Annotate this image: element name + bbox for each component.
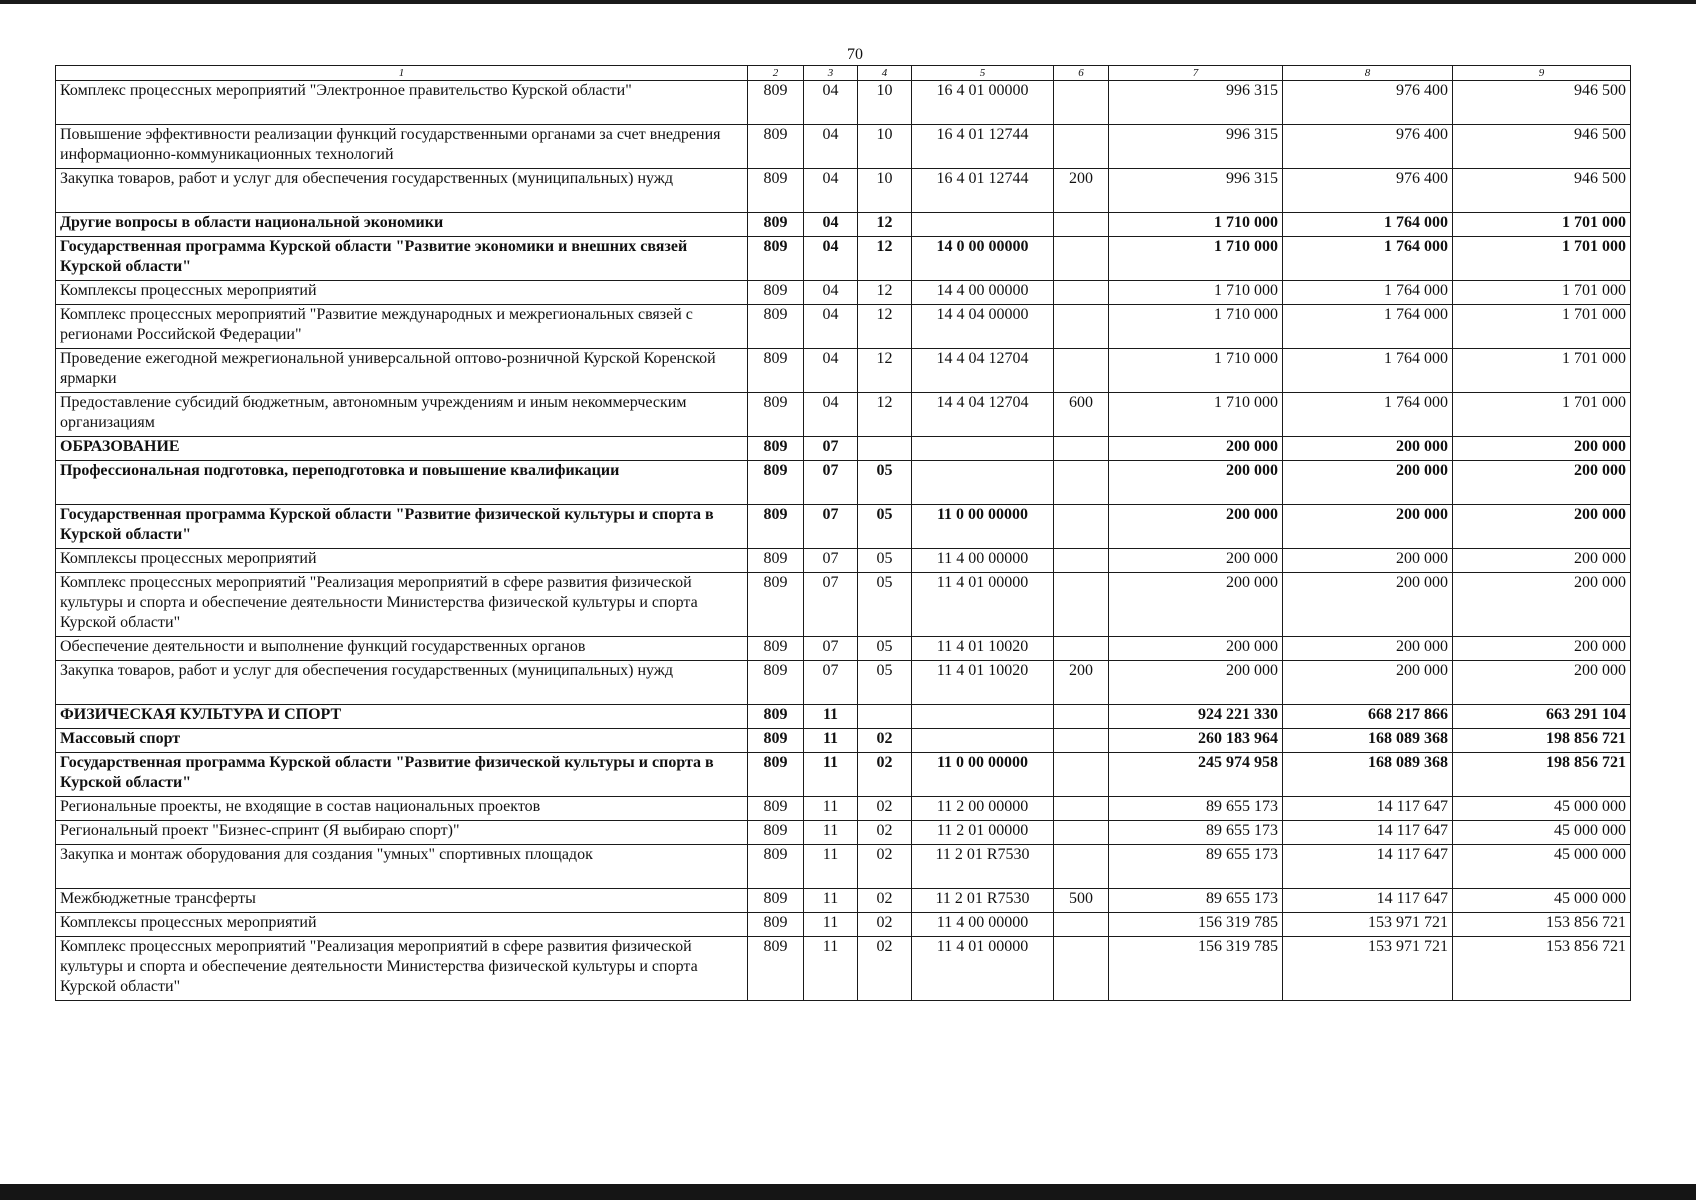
row-name-cell: Государственная программа Курской области "Развитие экономики и внешних связей Курской области": [56, 237, 748, 281]
expense-type-cell: [1054, 237, 1109, 281]
table-header-row: [56, 66, 1631, 81]
section-code-cell: 04: [804, 393, 858, 437]
expense-type-cell: [1054, 937, 1109, 1001]
admin-code-cell: 809: [748, 393, 804, 437]
amount-col8-cell: 976 400: [1283, 125, 1453, 169]
amount-col8-cell: 200 000: [1283, 437, 1453, 461]
amount-col8-cell: 976 400: [1283, 169, 1453, 213]
target-article-cell: 11 0 00 00000: [912, 505, 1054, 549]
amount-col8-cell: 14 117 647: [1283, 889, 1453, 913]
section-code-cell: 07: [804, 661, 858, 705]
section-code-cell: 04: [804, 237, 858, 281]
amount-col8-cell: 14 117 647: [1283, 845, 1453, 889]
subsection-code-cell: 05: [858, 505, 912, 549]
row-name-cell: Региональные проекты, не входящие в состав национальных проектов: [56, 797, 748, 821]
subsection-code-cell: 05: [858, 637, 912, 661]
target-article-cell: 11 2 01 00000: [912, 821, 1054, 845]
subsection-code-cell: 05: [858, 661, 912, 705]
table-row: [56, 797, 1631, 821]
amount-col7-cell: 996 315: [1109, 125, 1283, 169]
amount-col7-cell: 1 710 000: [1109, 213, 1283, 237]
subsection-code-cell: 02: [858, 753, 912, 797]
target-article-cell: [912, 705, 1054, 729]
amount-col9-cell: 1 701 000: [1453, 213, 1631, 237]
row-name-cell: Другие вопросы в области национальной экономики: [56, 213, 748, 237]
amount-col7-cell: 200 000: [1109, 437, 1283, 461]
expense-type-cell: [1054, 505, 1109, 549]
admin-code-cell: 809: [748, 125, 804, 169]
expense-type-cell: [1054, 305, 1109, 349]
subsection-code-cell: 12: [858, 393, 912, 437]
target-article-cell: 11 4 00 00000: [912, 549, 1054, 573]
amount-col7-cell: 89 655 173: [1109, 797, 1283, 821]
section-code-cell: 11: [804, 845, 858, 889]
target-article-cell: 11 2 00 00000: [912, 797, 1054, 821]
amount-col9-cell: 45 000 000: [1453, 797, 1631, 821]
section-code-cell: 11: [804, 821, 858, 845]
amount-col7-cell: 89 655 173: [1109, 845, 1283, 889]
target-article-cell: [912, 437, 1054, 461]
section-code-cell: 11: [804, 753, 858, 797]
table-row: [56, 125, 1631, 169]
table-row: [56, 393, 1631, 437]
amount-col7-cell: 1 710 000: [1109, 237, 1283, 281]
amount-col8-cell: 200 000: [1283, 505, 1453, 549]
admin-code-cell: 809: [748, 81, 804, 125]
table-row: [56, 821, 1631, 845]
subsection-code-cell: 12: [858, 213, 912, 237]
scan-edge-top: [0, 0, 1696, 4]
expense-type-cell: [1054, 437, 1109, 461]
amount-col8-cell: 668 217 866: [1283, 705, 1453, 729]
amount-col7-cell: 156 319 785: [1109, 913, 1283, 937]
row-name-cell: Комплекс процессных мероприятий "Электронное правительство Курской области": [56, 81, 748, 125]
admin-code-cell: 809: [748, 637, 804, 661]
admin-code-cell: 809: [748, 705, 804, 729]
admin-code-cell: 809: [748, 305, 804, 349]
amount-col8-cell: 1 764 000: [1283, 237, 1453, 281]
subsection-code-cell: 10: [858, 169, 912, 213]
table-row: [56, 913, 1631, 937]
amount-col8-cell: 1 764 000: [1283, 349, 1453, 393]
section-code-cell: 04: [804, 349, 858, 393]
page-number: 70: [847, 46, 863, 63]
amount-col7-cell: 1 710 000: [1109, 349, 1283, 393]
budget-table: [55, 65, 1631, 1001]
amount-col9-cell: 1 701 000: [1453, 237, 1631, 281]
row-name-cell: Комплексы процессных мероприятий: [56, 549, 748, 573]
section-code-cell: 04: [804, 125, 858, 169]
row-name-cell: Государственная программа Курской области "Развитие физической культуры и спорта в Курской области": [56, 753, 748, 797]
amount-col7-cell: 996 315: [1109, 169, 1283, 213]
amount-col7-cell: 89 655 173: [1109, 821, 1283, 845]
table-body: [56, 81, 1631, 1001]
table-row: [56, 437, 1631, 461]
target-article-cell: 11 4 01 00000: [912, 573, 1054, 637]
amount-col9-cell: 946 500: [1453, 81, 1631, 125]
amount-col7-cell: 200 000: [1109, 573, 1283, 637]
target-article-cell: [912, 729, 1054, 753]
target-article-cell: 16 4 01 12744: [912, 169, 1054, 213]
table-row: [56, 549, 1631, 573]
target-article-cell: 14 4 04 12704: [912, 349, 1054, 393]
amount-col7-cell: 156 319 785: [1109, 937, 1283, 1001]
subsection-code-cell: 05: [858, 461, 912, 505]
row-name-cell: Повышение эффективности реализации функций государственными органами за счет внедрения информационно-коммуникационных технологий: [56, 125, 748, 169]
amount-col7-cell: 200 000: [1109, 637, 1283, 661]
column-header: 1: [56, 66, 748, 81]
row-name-cell: Обеспечение деятельности и выполнение функций государственных органов: [56, 637, 748, 661]
row-name-cell: Государственная программа Курской области "Развитие физической культуры и спорта в Курской области": [56, 505, 748, 549]
admin-code-cell: 809: [748, 845, 804, 889]
subsection-code-cell: 02: [858, 845, 912, 889]
target-article-cell: 11 4 01 10020: [912, 661, 1054, 705]
table-row: [56, 661, 1631, 705]
scan-edge-bottom: [0, 1184, 1696, 1200]
target-article-cell: 14 4 04 12704: [912, 393, 1054, 437]
expense-type-cell: [1054, 705, 1109, 729]
admin-code-cell: 809: [748, 213, 804, 237]
section-code-cell: 07: [804, 549, 858, 573]
section-code-cell: 04: [804, 281, 858, 305]
admin-code-cell: 809: [748, 169, 804, 213]
subsection-code-cell: 05: [858, 549, 912, 573]
amount-col8-cell: 153 971 721: [1283, 913, 1453, 937]
column-header: 9: [1453, 66, 1631, 81]
row-name-cell: Комплексы процессных мероприятий: [56, 281, 748, 305]
admin-code-cell: 809: [748, 505, 804, 549]
amount-col8-cell: 200 000: [1283, 637, 1453, 661]
subsection-code-cell: 12: [858, 237, 912, 281]
subsection-code-cell: 12: [858, 281, 912, 305]
row-name-cell: Комплекс процессных мероприятий "Реализация мероприятий в сфере развития физической культуры и спорта и обеспечение деятельности Министерства физической культуры и спорта Курской области": [56, 573, 748, 637]
expense-type-cell: [1054, 797, 1109, 821]
amount-col9-cell: 200 000: [1453, 573, 1631, 637]
admin-code-cell: 809: [748, 937, 804, 1001]
amount-col9-cell: 1 701 000: [1453, 281, 1631, 305]
expense-type-cell: [1054, 549, 1109, 573]
expense-type-cell: [1054, 729, 1109, 753]
row-name-cell: Комплекс процессных мероприятий "Реализация мероприятий в сфере развития физической культуры и спорта и обеспечение деятельности Министерства физической культуры и спорта Курской области": [56, 937, 748, 1001]
amount-col9-cell: 663 291 104: [1453, 705, 1631, 729]
amount-col9-cell: 946 500: [1453, 125, 1631, 169]
amount-col9-cell: 200 000: [1453, 549, 1631, 573]
amount-col7-cell: 200 000: [1109, 661, 1283, 705]
section-code-cell: 11: [804, 937, 858, 1001]
expense-type-cell: [1054, 349, 1109, 393]
section-code-cell: 07: [804, 437, 858, 461]
table-row: [56, 637, 1631, 661]
target-article-cell: 11 4 01 00000: [912, 937, 1054, 1001]
amount-col8-cell: 168 089 368: [1283, 729, 1453, 753]
subsection-code-cell: 12: [858, 305, 912, 349]
section-code-cell: 04: [804, 81, 858, 125]
section-code-cell: 04: [804, 213, 858, 237]
amount-col8-cell: 1 764 000: [1283, 305, 1453, 349]
expense-type-cell: [1054, 81, 1109, 125]
amount-col8-cell: 1 764 000: [1283, 281, 1453, 305]
amount-col7-cell: 89 655 173: [1109, 889, 1283, 913]
table-row: [56, 81, 1631, 125]
table-row: [56, 705, 1631, 729]
amount-col9-cell: 198 856 721: [1453, 729, 1631, 753]
admin-code-cell: 809: [748, 281, 804, 305]
row-name-cell: ОБРАЗОВАНИЕ: [56, 437, 748, 461]
section-code-cell: 07: [804, 573, 858, 637]
amount-col8-cell: 168 089 368: [1283, 753, 1453, 797]
amount-col9-cell: 45 000 000: [1453, 889, 1631, 913]
section-code-cell: 11: [804, 797, 858, 821]
expense-type-cell: [1054, 573, 1109, 637]
amount-col7-cell: 1 710 000: [1109, 305, 1283, 349]
row-name-cell: Комплексы процессных мероприятий: [56, 913, 748, 937]
amount-col7-cell: 996 315: [1109, 81, 1283, 125]
expense-type-cell: [1054, 461, 1109, 505]
subsection-code-cell: [858, 705, 912, 729]
amount-col9-cell: 1 701 000: [1453, 305, 1631, 349]
amount-col8-cell: 1 764 000: [1283, 393, 1453, 437]
table-row: [56, 845, 1631, 889]
column-header: 3: [804, 66, 858, 81]
section-code-cell: 11: [804, 889, 858, 913]
subsection-code-cell: 02: [858, 889, 912, 913]
row-name-cell: Проведение ежегодной межрегиональной универсальной оптово-розничной Курской Коренской ярмарки: [56, 349, 748, 393]
admin-code-cell: 809: [748, 753, 804, 797]
section-code-cell: 07: [804, 505, 858, 549]
amount-col9-cell: 200 000: [1453, 505, 1631, 549]
amount-col9-cell: 200 000: [1453, 437, 1631, 461]
table-row: [56, 573, 1631, 637]
row-name-cell: Комплекс процессных мероприятий "Развитие международных и межрегиональных связей с регионами Российской Федерации": [56, 305, 748, 349]
expense-type-cell: 500: [1054, 889, 1109, 913]
section-code-cell: 04: [804, 305, 858, 349]
admin-code-cell: 809: [748, 549, 804, 573]
target-article-cell: 11 2 01 R7530: [912, 845, 1054, 889]
amount-col7-cell: 1 710 000: [1109, 281, 1283, 305]
target-article-cell: 11 0 00 00000: [912, 753, 1054, 797]
subsection-code-cell: 05: [858, 573, 912, 637]
admin-code-cell: 809: [748, 889, 804, 913]
amount-col7-cell: 200 000: [1109, 549, 1283, 573]
amount-col9-cell: 45 000 000: [1453, 821, 1631, 845]
amount-col7-cell: 200 000: [1109, 461, 1283, 505]
target-article-cell: 16 4 01 12744: [912, 125, 1054, 169]
amount-col8-cell: 200 000: [1283, 573, 1453, 637]
admin-code-cell: 809: [748, 573, 804, 637]
column-header: 7: [1109, 66, 1283, 81]
subsection-code-cell: 02: [858, 821, 912, 845]
row-name-cell: Региональный проект "Бизнес-спринт (Я выбираю спорт)": [56, 821, 748, 845]
admin-code-cell: 809: [748, 237, 804, 281]
column-header: 8: [1283, 66, 1453, 81]
admin-code-cell: 809: [748, 729, 804, 753]
expense-type-cell: [1054, 913, 1109, 937]
table-row: [56, 305, 1631, 349]
target-article-cell: 14 0 00 00000: [912, 237, 1054, 281]
admin-code-cell: 809: [748, 821, 804, 845]
table-row: [56, 937, 1631, 1001]
row-name-cell: Межбюджетные трансферты: [56, 889, 748, 913]
admin-code-cell: 809: [748, 437, 804, 461]
row-name-cell: Закупка товаров, работ и услуг для обеспечения государственных (муниципальных) нужд: [56, 169, 748, 213]
table-row: [56, 753, 1631, 797]
subsection-code-cell: [858, 437, 912, 461]
admin-code-cell: 809: [748, 349, 804, 393]
table-row: [56, 237, 1631, 281]
amount-col7-cell: 1 710 000: [1109, 393, 1283, 437]
target-article-cell: [912, 213, 1054, 237]
amount-col9-cell: 153 856 721: [1453, 937, 1631, 1001]
amount-col9-cell: 45 000 000: [1453, 845, 1631, 889]
amount-col8-cell: 200 000: [1283, 661, 1453, 705]
subsection-code-cell: 12: [858, 349, 912, 393]
subsection-code-cell: 10: [858, 125, 912, 169]
amount-col8-cell: 200 000: [1283, 549, 1453, 573]
amount-col9-cell: 153 856 721: [1453, 913, 1631, 937]
section-code-cell: 07: [804, 461, 858, 505]
target-article-cell: 11 4 00 00000: [912, 913, 1054, 937]
section-code-cell: 11: [804, 729, 858, 753]
column-header: 6: [1054, 66, 1109, 81]
subsection-code-cell: 02: [858, 913, 912, 937]
amount-col8-cell: 1 764 000: [1283, 213, 1453, 237]
column-header: 2: [748, 66, 804, 81]
row-name-cell: Массовый спорт: [56, 729, 748, 753]
expense-type-cell: [1054, 213, 1109, 237]
amount-col9-cell: 200 000: [1453, 661, 1631, 705]
target-article-cell: 14 4 00 00000: [912, 281, 1054, 305]
expense-type-cell: [1054, 125, 1109, 169]
table-row: [56, 461, 1631, 505]
row-name-cell: Предоставление субсидий бюджетным, автономным учреждениям и иным некоммерческим организациям: [56, 393, 748, 437]
expense-type-cell: [1054, 845, 1109, 889]
section-code-cell: 11: [804, 913, 858, 937]
table-row: [56, 505, 1631, 549]
table-row: [56, 889, 1631, 913]
admin-code-cell: 809: [748, 461, 804, 505]
expense-type-cell: 200: [1054, 169, 1109, 213]
amount-col9-cell: 1 701 000: [1453, 393, 1631, 437]
table-row: [56, 281, 1631, 305]
amount-col7-cell: 245 974 958: [1109, 753, 1283, 797]
expense-type-cell: [1054, 821, 1109, 845]
amount-col8-cell: 200 000: [1283, 461, 1453, 505]
amount-col7-cell: 200 000: [1109, 505, 1283, 549]
section-code-cell: 07: [804, 637, 858, 661]
section-code-cell: 11: [804, 705, 858, 729]
admin-code-cell: 809: [748, 913, 804, 937]
expense-type-cell: [1054, 637, 1109, 661]
row-name-cell: ФИЗИЧЕСКАЯ КУЛЬТУРА И СПОРТ: [56, 705, 748, 729]
amount-col8-cell: 976 400: [1283, 81, 1453, 125]
table-row: [56, 729, 1631, 753]
target-article-cell: 11 4 01 10020: [912, 637, 1054, 661]
expense-type-cell: 200: [1054, 661, 1109, 705]
amount-col9-cell: 1 701 000: [1453, 349, 1631, 393]
row-name-cell: Закупка и монтаж оборудования для создания "умных" спортивных площадок: [56, 845, 748, 889]
target-article-cell: 16 4 01 00000: [912, 81, 1054, 125]
amount-col8-cell: 14 117 647: [1283, 821, 1453, 845]
expense-type-cell: [1054, 281, 1109, 305]
amount-col8-cell: 153 971 721: [1283, 937, 1453, 1001]
amount-col9-cell: 946 500: [1453, 169, 1631, 213]
row-name-cell: Закупка товаров, работ и услуг для обеспечения государственных (муниципальных) нужд: [56, 661, 748, 705]
table-row: [56, 349, 1631, 393]
column-header: 4: [858, 66, 912, 81]
column-header: 5: [912, 66, 1054, 81]
target-article-cell: [912, 461, 1054, 505]
expense-type-cell: 600: [1054, 393, 1109, 437]
amount-col7-cell: 260 183 964: [1109, 729, 1283, 753]
amount-col7-cell: 924 221 330: [1109, 705, 1283, 729]
amount-col9-cell: 200 000: [1453, 637, 1631, 661]
row-name-cell: Профессиональная подготовка, переподготовка и повышение квалификации: [56, 461, 748, 505]
table-row: [56, 213, 1631, 237]
section-code-cell: 04: [804, 169, 858, 213]
amount-col9-cell: 200 000: [1453, 461, 1631, 505]
table-row: [56, 169, 1631, 213]
subsection-code-cell: 02: [858, 797, 912, 821]
subsection-code-cell: 02: [858, 937, 912, 1001]
admin-code-cell: 809: [748, 661, 804, 705]
target-article-cell: 11 2 01 R7530: [912, 889, 1054, 913]
admin-code-cell: 809: [748, 797, 804, 821]
target-article-cell: 14 4 04 00000: [912, 305, 1054, 349]
subsection-code-cell: 02: [858, 729, 912, 753]
amount-col8-cell: 14 117 647: [1283, 797, 1453, 821]
amount-col9-cell: 198 856 721: [1453, 753, 1631, 797]
expense-type-cell: [1054, 753, 1109, 797]
subsection-code-cell: 10: [858, 81, 912, 125]
